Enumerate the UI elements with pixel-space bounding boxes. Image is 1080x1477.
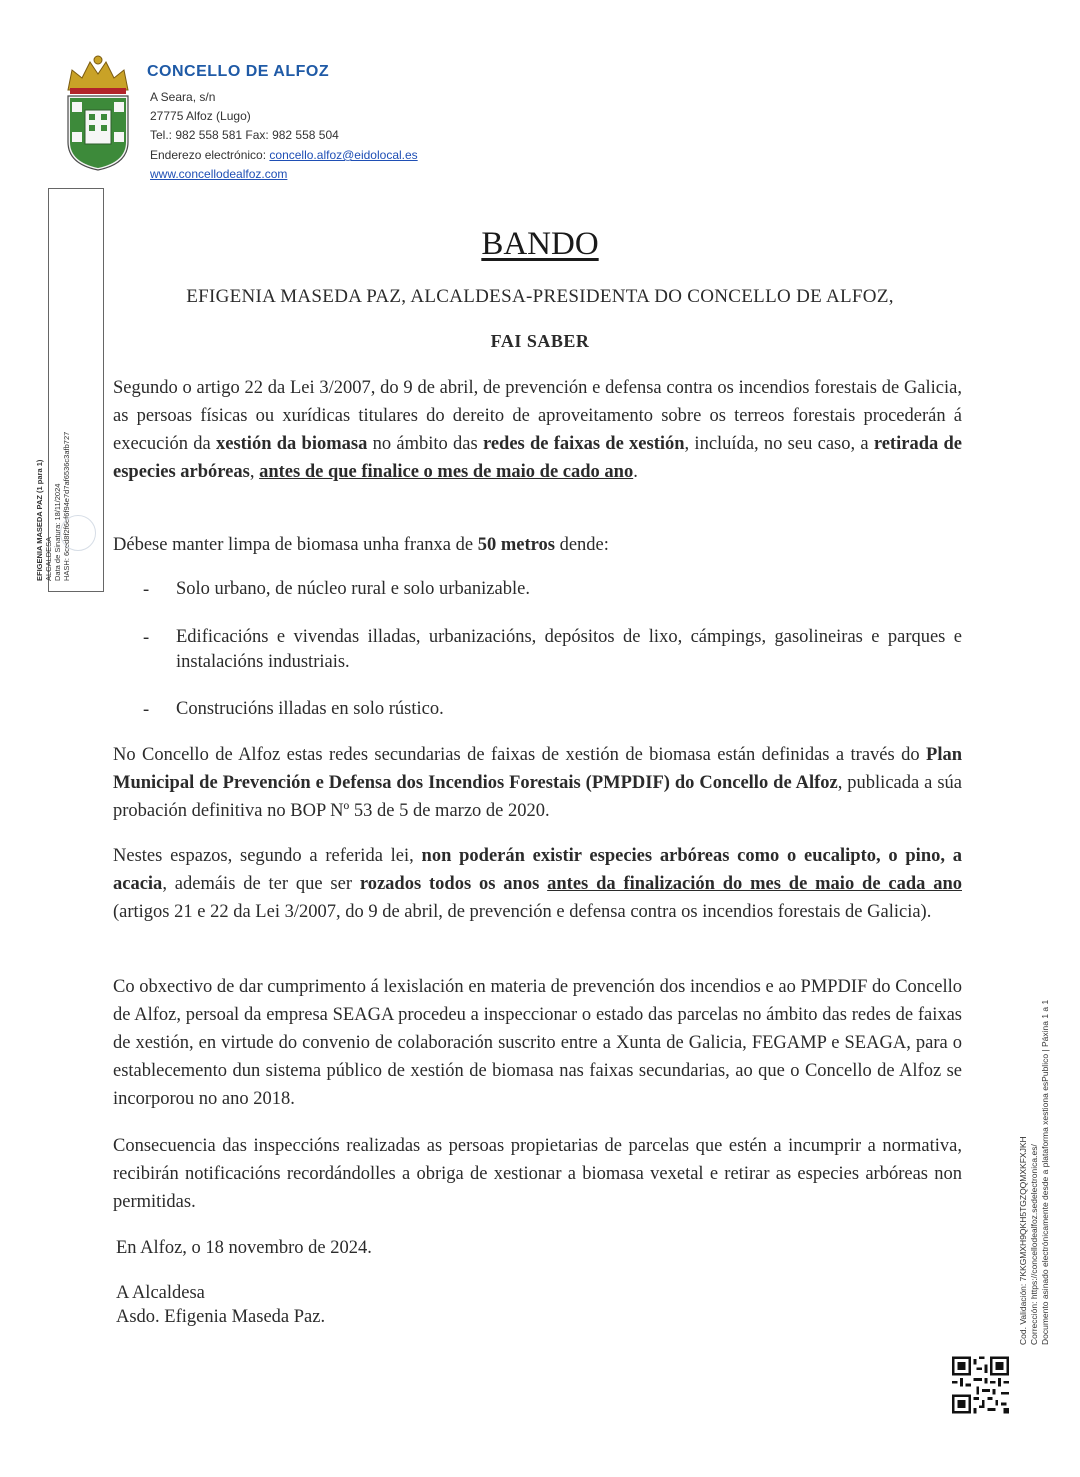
- coat-of-arms-icon: [58, 52, 138, 172]
- signature-platform-note: Documento asinado electrónicamente desde a plataforma xestiona esPublico | Páxina 1 a 1: [1040, 999, 1050, 1345]
- website-link[interactable]: www.concellodealfoz.com: [150, 167, 288, 181]
- verification-text: [1018, 1000, 1051, 1345]
- paragraph-3: No Concello de Alfoz estas redes secundarias de faixas de xestión de biomasa están definidas a través do Plan Municipal de Prevención e Defensa dos Incendios Forestais (PMPDIF) do Concello de Alfoz, publicada a súa probación definitiva no BOP Nº 53 de 5 de marzo de 2020.: [113, 745, 962, 821]
- list-item-1: Solo urbano, de núcleo rural e solo urbanizable.: [176, 579, 530, 599]
- speaker-line: EFIGENIA MASEDA PAZ, ALCALDESA-PRESIDENTA DO CONCELLO DE ALFOZ,: [186, 286, 894, 307]
- closing-date: En Alfoz, o 18 novembro de 2024.: [116, 1238, 372, 1258]
- postal-line: 27775 Alfoz (Lugo): [150, 109, 251, 123]
- announce-heading: FAI SABER: [490, 331, 590, 351]
- address-line: A Seara, s/n: [150, 90, 216, 104]
- web-line: [150, 167, 287, 181]
- phone-fax-line: Tel.: 982 558 581 Fax: 982 558 504: [150, 128, 339, 142]
- paragraph-4: Nestes espazos, segundo a referida lei, non poderán existir especies arbóreas como o eucalipto, o pino, a acacia, ademáis de ter que ser rozados todos os anos antes da finalización do mes de maio de cada ano (artigos 21 e 22 da Lei 3/2007, do 9 de abril, de prevención e defensa contra os incendios forestais de Galicia).: [113, 846, 962, 922]
- email-label: Enderezo electrónico:: [150, 148, 270, 162]
- signature-date-line: Data de Sinatura: 18/11/2024: [53, 483, 62, 581]
- organization-name: CONCELLO DE ALFOZ: [147, 63, 330, 80]
- closing-role: A Alcaldesa: [116, 1283, 205, 1303]
- qr-code-icon[interactable]: [952, 1356, 1009, 1414]
- validation-code: Cod. Validación: 7KKGMXH9QKH5TGZQQMXKFXJKH: [1018, 1136, 1028, 1345]
- email-link[interactable]: concello.alfoz@eidolocal.es: [269, 148, 418, 162]
- list-bullet: -: [143, 700, 150, 720]
- validation-url: Corrección: https://concellodealfoz.sedelectronica.es/: [1029, 1144, 1039, 1345]
- signer-role-line: ALCALDESA: [44, 536, 53, 581]
- page-title: BANDO: [481, 226, 599, 262]
- list-item-3: Construcións illadas en solo rústico.: [176, 699, 444, 719]
- email-line: [150, 148, 418, 162]
- paragraph-1: Segundo o artigo 22 da Lei 3/2007, do 9 de abril, de prevención e defensa contra os incendios forestais de Galicia, as persoas físicas ou xurídicas titulares do dereito de aproveitamento sobre os terreos forestais procederán á execución da xestión da biomasa no ámbito das redes de faixas de xestión, incluída, no seu caso, a retirada de especies arbóreas, antes de que finalice o mes de maio de cado ano.: [113, 378, 962, 482]
- closing-signature-name: Asdo. Efigenia Maseda Paz.: [116, 1307, 326, 1327]
- signature-hash-line: HASH: 6ced8f2f6ef6f94e7d7af6536c3afb727: [62, 431, 71, 581]
- list-bullet: -: [143, 628, 150, 648]
- signer-line: EFIGENIA MASEDA PAZ (1 para 1): [35, 459, 44, 581]
- list-bullet: -: [143, 580, 150, 600]
- paragraph-2: Débese manter limpa de biomasa unha franxa de 50 metros dende:: [113, 535, 609, 555]
- paragraph-5: Co obxectivo de dar cumprimento á lexislación en materia de prevención dos incendios e ao PMPDIF do Concello de Alfoz, persoal da empresa SEAGA procedeu a inspeccionar o estado das parcelas no ámbito das redes de faixas de xestión, en virtude do convenio de colaboración suscrito entre a Xunta de Galicia, FEGAMP e SEAGA, para o establecemento dun sistema público de xestión de biomasa nas faixas secundarias, ao que o Concello de Alfoz se incorporou no ano 2018.: [113, 977, 962, 1109]
- paragraph-6: Consecuencia das inspeccións realizadas as persoas propietarias de parcelas que estén a incumprir a normativa, recibirán notificacións recordándolles a obriga de xestionar a biomasa vexetal e retirar as especies arbóreas non permitidas.: [113, 1136, 962, 1212]
- seal-icon: [60, 515, 96, 551]
- list-item-2: Edificacións e vivendas illadas, urbanizacións, depósitos de lixo, cámpings, gasolineiras e parques e instalacións industriais.: [176, 627, 962, 672]
- signature-stamp-text: [35, 432, 71, 581]
